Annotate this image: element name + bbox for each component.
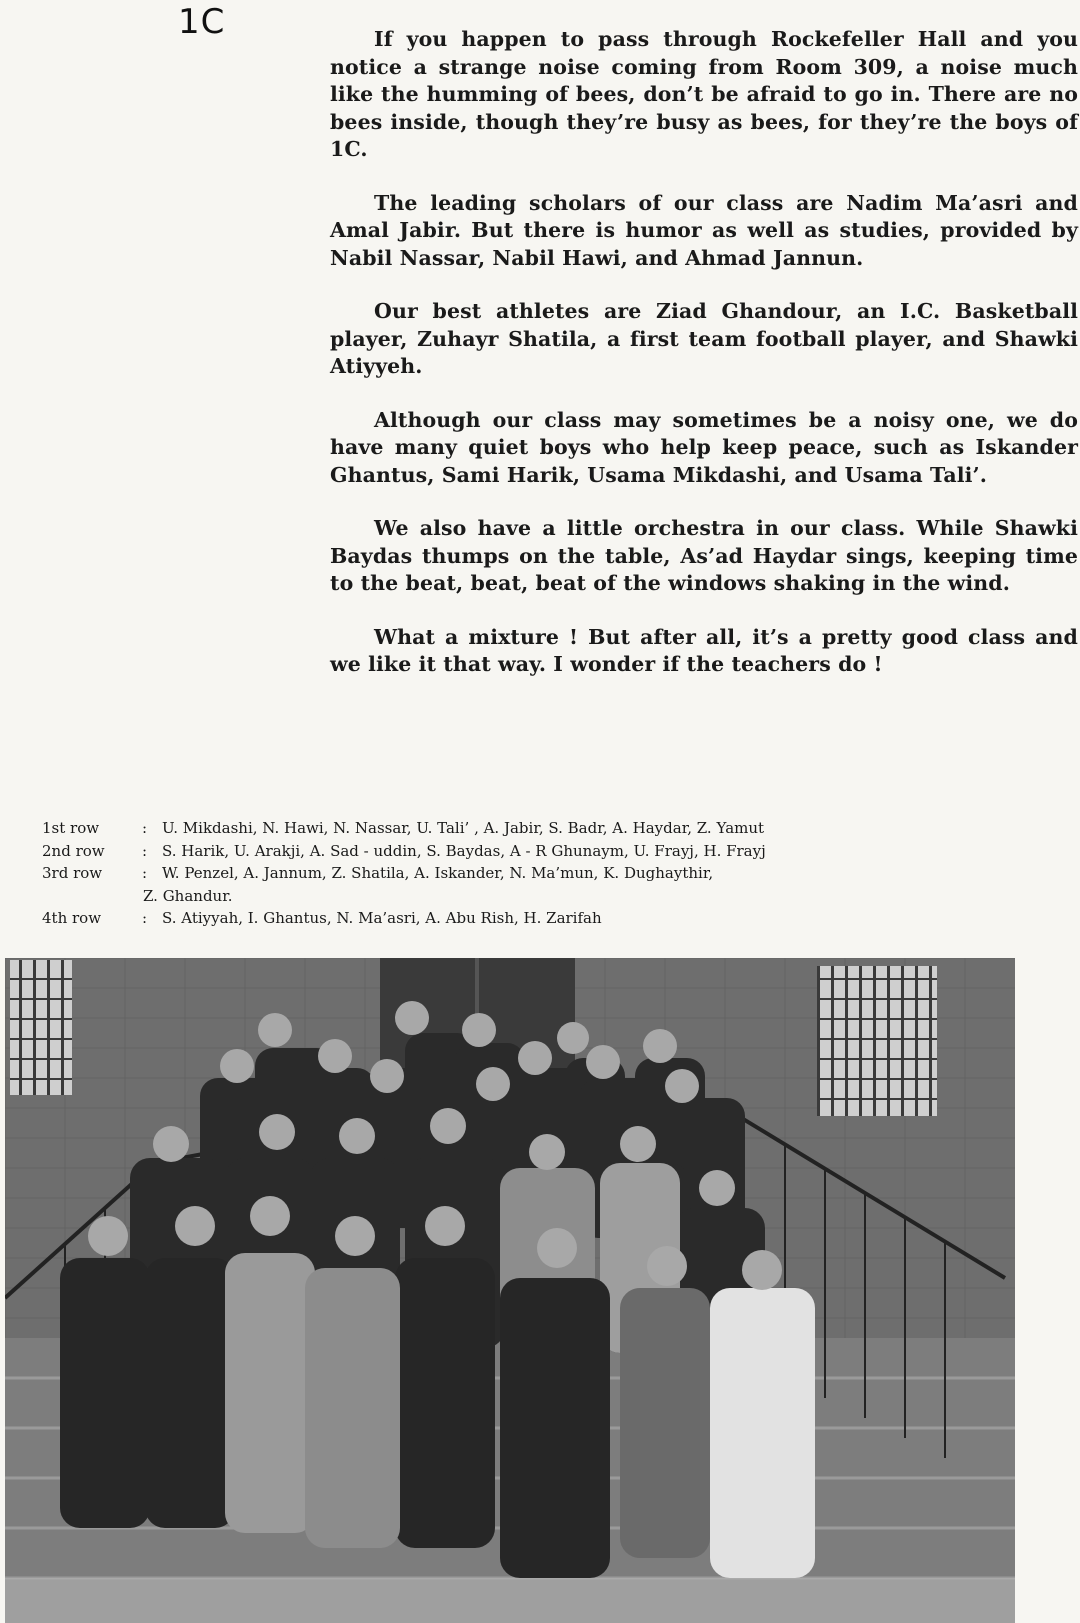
row-label: 2nd row — [42, 841, 105, 860]
row-label: 1st row — [42, 819, 100, 837]
row-separator: : — [142, 864, 148, 882]
row-separator: : — [142, 841, 148, 860]
article-paragraph: Although our class may sometimes be a noisy one, we do have many quiet boys who help keep peace, such as Iskander Ghantus, Sami Harik, Usama Mikdashi, and Usama Tali’. — [330, 407, 1078, 487]
article-paragraph: Our best athletes are Ziad Ghandour, an I.C. Basketball player, Zuhayr Shatila, a first team football player, and Shawki Atiyyeh. — [330, 299, 1078, 378]
class-group-photo — [5, 958, 1015, 1623]
article-paragraph: The leading scholars of our class are Nadim Ma’asri and Amal Jabir. But there is humor as well as studies, provided by Nabil Nassar, Nabil Hawi, and Ahmad Jannun. — [330, 190, 1078, 270]
caption-row — [42, 907, 922, 930]
row-separator: : — [142, 909, 148, 927]
row-separator: : — [142, 819, 148, 837]
caption-row — [42, 862, 922, 885]
row-names: U. Mikdashi, N. Hawi, N. Nassar, U. Tali’ , A. Jabir, S. Badr, A. Haydar, Z. Yamut — [162, 819, 765, 837]
right-window — [817, 966, 937, 1116]
row-names: S. Harik, U. Arakji, A. Sad - uddin, S. Baydas, A - R Ghunaym, U. Frayj, H. Frayj — [162, 841, 766, 860]
row-continuation: Z. Ghandur. — [143, 886, 233, 905]
class-heading: 1C — [178, 2, 226, 42]
left-window — [10, 960, 72, 1095]
row-label: 3rd row — [42, 864, 103, 882]
article-paragraph: We also have a little orchestra in our class. While Shawki Baydas thumps on the table, As’ad Haydar sings, keeping time to the beat, beat, beat of the windows shaking in the wind. — [330, 516, 1078, 595]
article-paragraph: If you happen to pass through Rockefeller Hall and you notice a strange noise coming from Room 309, a noise much like the humming of bees, don’t be afraid to go in. There are no bees inside, though they’re busy as bees, for they’re the boys of 1C. — [330, 27, 1078, 161]
caption-row — [42, 840, 922, 863]
caption-row — [42, 817, 922, 840]
class-article — [330, 26, 1078, 679]
row-names: S. Atiyyah, I. Ghantus, N. Ma’asri, A. Abu Rish, H. Zarifah — [162, 909, 602, 927]
row-names: W. Penzel, A. Jannum, Z. Shatila, A. Iskander, N. Ma’mun, K. Dughaythir, — [162, 864, 714, 882]
photo-caption — [42, 817, 922, 930]
row-label: 4th row — [42, 909, 102, 927]
group-photo-illustration — [5, 958, 1015, 1623]
article-paragraph: What a mixture ! But after all, it’s a pretty good class and we like it that way. I wonder if the teachers do ! — [330, 624, 1078, 676]
